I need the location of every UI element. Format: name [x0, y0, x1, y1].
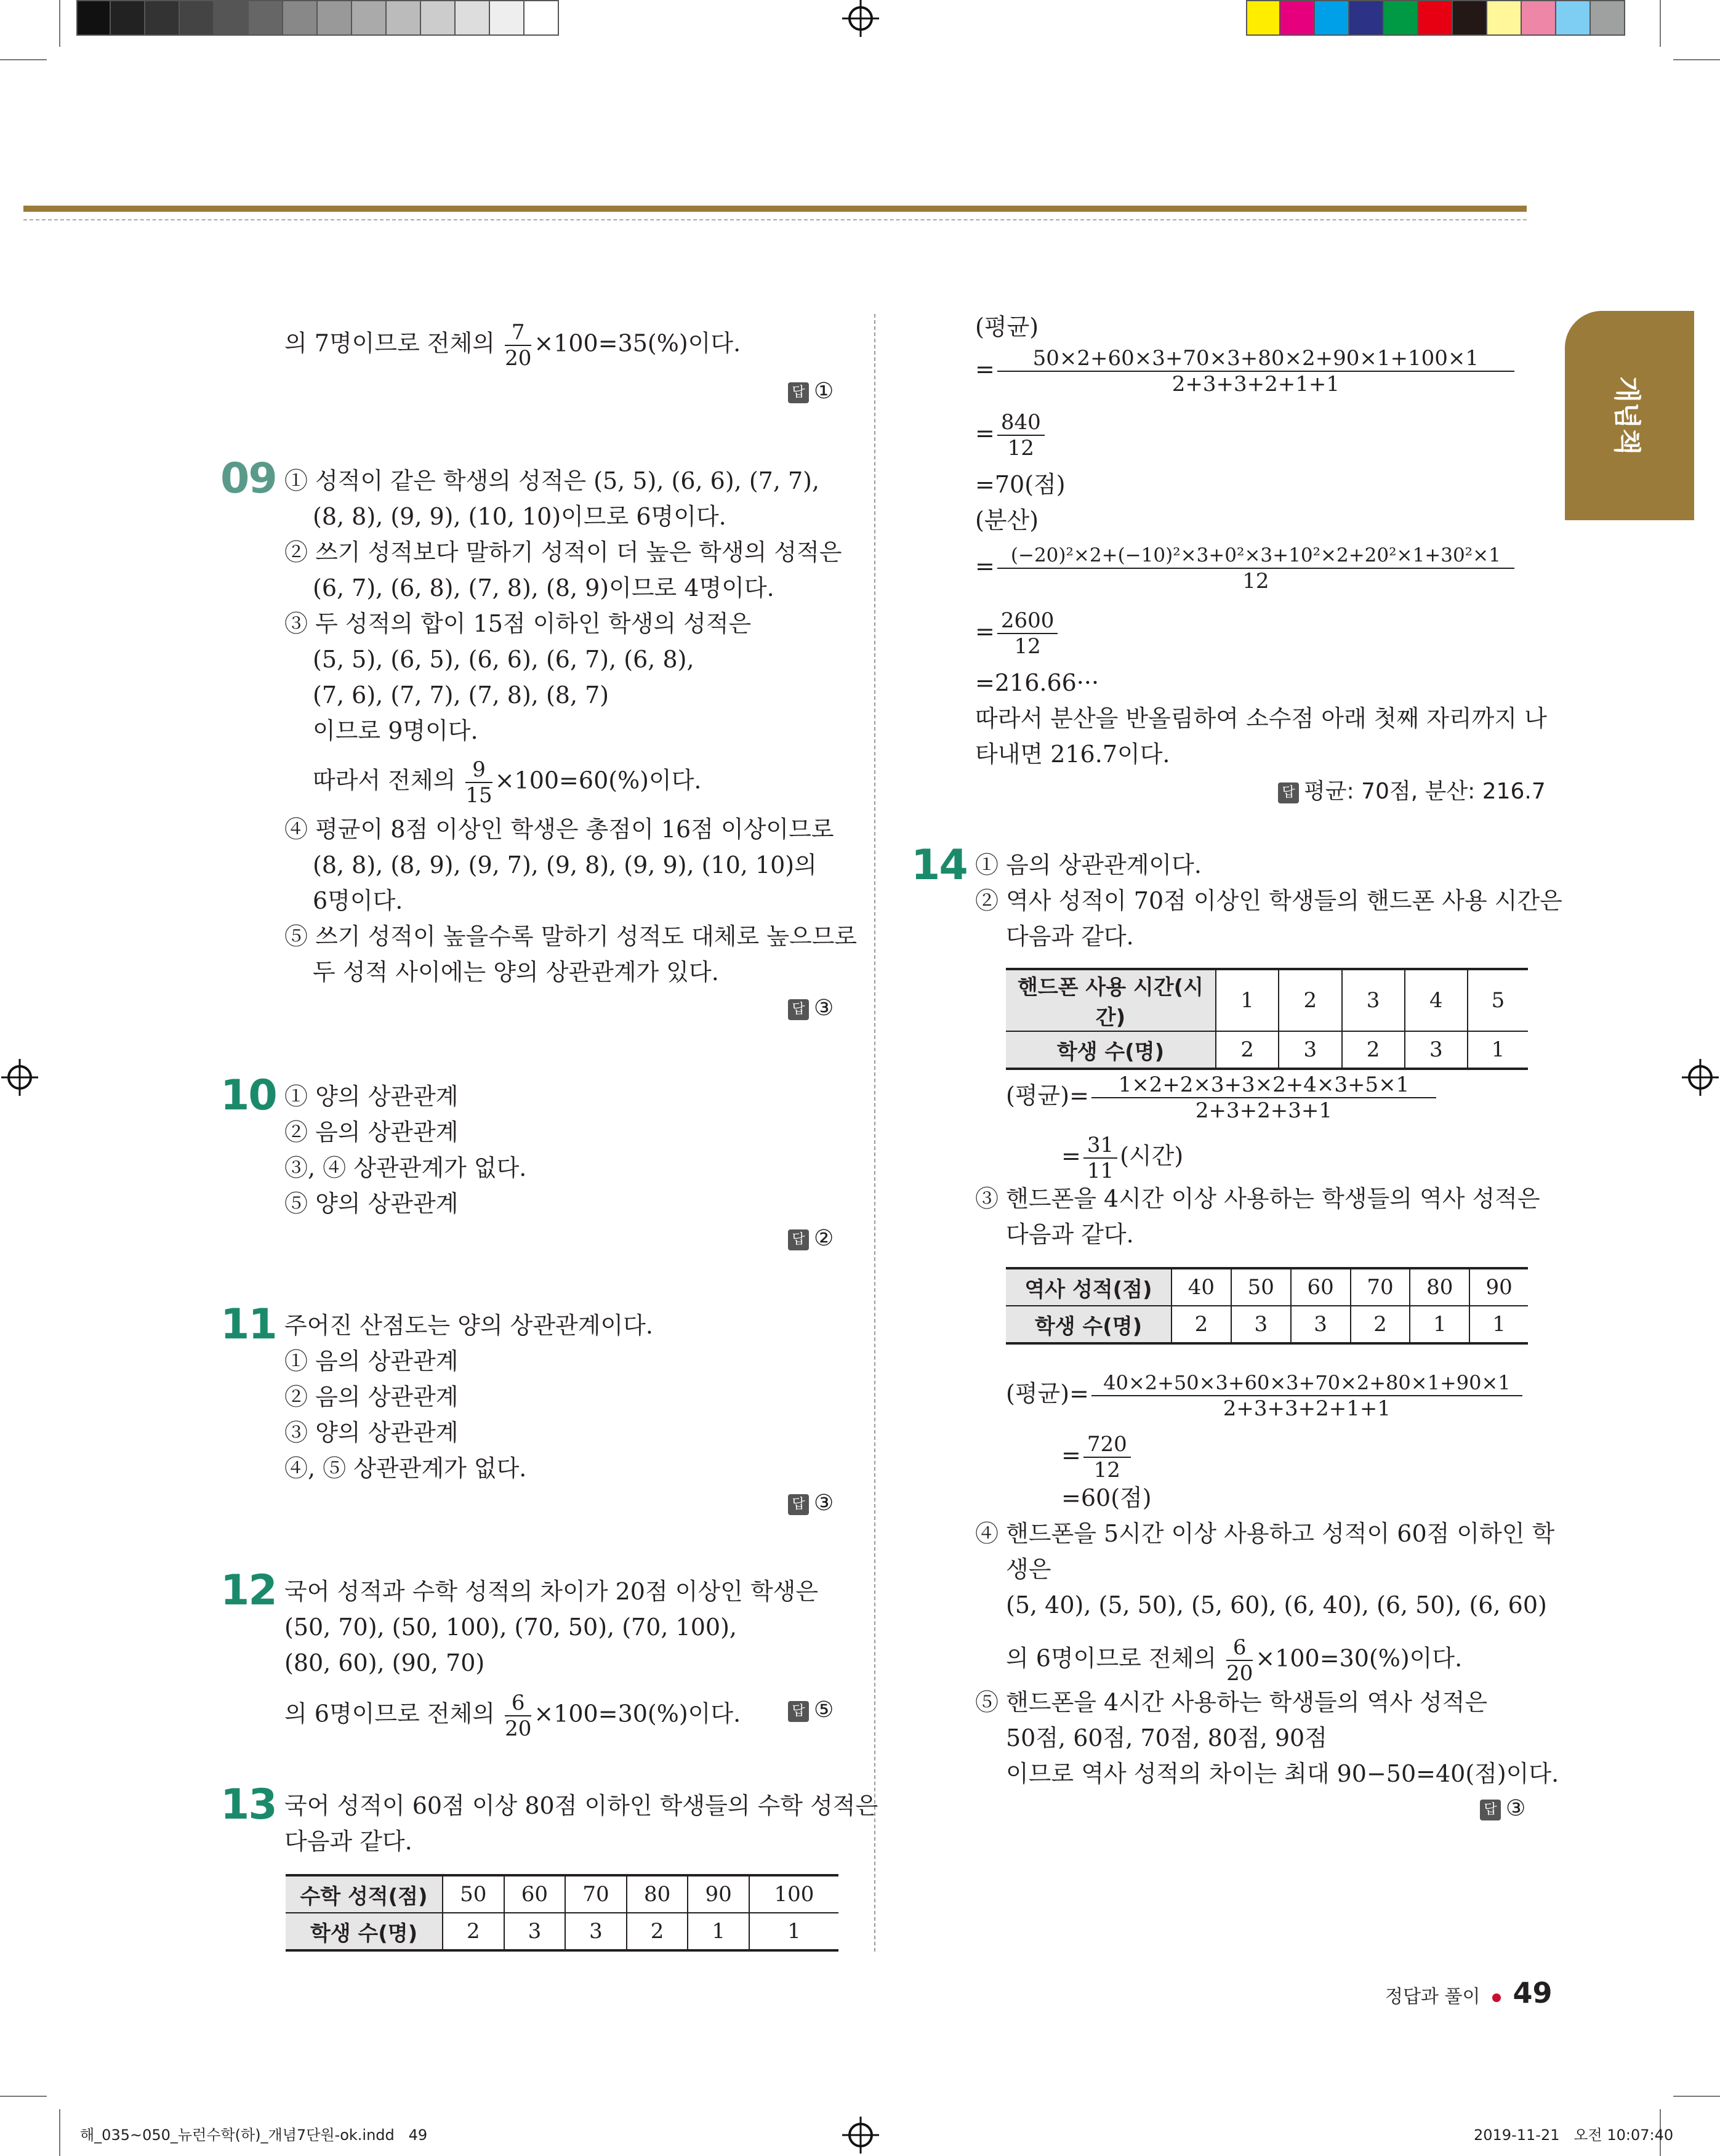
text-line: ④ 평균이 8점 이상인 학생은 총점이 16점 이상이므로 — [284, 816, 834, 843]
text-line: ③ 핸드폰을 4시간 이상 사용하는 학생들의 역사 성적은 — [975, 1185, 1540, 1212]
variance-equation: = $\frac{\text{(−20)²×2+(−10)²×3+0²×3+10²×2+20²×1+30²×1}}{12}$ — [975, 543, 1517, 593]
color-swatch — [1280, 0, 1315, 36]
table-cell: 70 — [565, 1875, 627, 1913]
crop-mark — [1673, 59, 1720, 60]
history-score-table — [1006, 1267, 1528, 1345]
phone-time-table — [1006, 968, 1528, 1070]
color-swatch — [1591, 0, 1625, 36]
text-line: 두 성적 사이에는 양의 상관관계가 있다. — [313, 959, 719, 986]
table-cell: 90 — [1469, 1268, 1528, 1306]
conclusion-line: 따라서 분산을 반올림하여 소수점 아래 첫째 자리까지 나 — [975, 705, 1547, 732]
crop-mark — [59, 2109, 60, 2156]
answer-marker: 답 ③ — [788, 994, 834, 1023]
slug-filename: 해_035~050_뉴런수학(하)_개념7단원-ok.indd 49 — [80, 2126, 428, 2144]
color-swatch — [111, 0, 145, 36]
color-swatch — [1315, 0, 1349, 36]
table-header-cell: 학생 수(명) — [1006, 1306, 1171, 1343]
table-cell: 3 — [1231, 1306, 1291, 1343]
table-cell: 40 — [1171, 1268, 1231, 1306]
color-swatch — [214, 0, 249, 36]
table-cell: 80 — [627, 1875, 688, 1913]
crop-mark — [1673, 2096, 1720, 2097]
color-swatch — [456, 0, 490, 36]
table-cell: 80 — [1410, 1268, 1469, 1306]
color-swatch — [249, 0, 283, 36]
table-cell: 2 — [1216, 1031, 1279, 1069]
text-line: ① 양의 상관관계 — [284, 1083, 459, 1110]
registration-mark-icon — [848, 2123, 873, 2147]
text-line: ① 음의 상관관계이다. — [975, 851, 1202, 879]
table-cell: 1 — [1468, 1031, 1528, 1069]
question-number: 11 — [220, 1300, 276, 1349]
text-line: 6명이다. — [313, 887, 403, 914]
mean2-equation: (평균)= $\frac{40\times 2+50\times 3+60\times 3+70\times 2+80\times 1+90\times 1}{2+3+3+2+1+1}$ — [1006, 1370, 1525, 1421]
table-cell: 60 — [504, 1875, 566, 1913]
grayscale-color-bar — [76, 0, 559, 36]
color-swatch — [421, 0, 456, 36]
header-dashed-rule — [23, 219, 1527, 220]
text-line: ① 음의 상관관계 — [284, 1348, 459, 1375]
text-line: 다음과 같다. — [284, 1828, 412, 1855]
variance-equation-2: = $\frac{2600}{12}$ — [975, 608, 1060, 659]
mean-equation: = $\frac{50\times 2+60\times 3+70\times 3+80\times 2+90\times 1+100\times 1}{2+3+3+2+1+1}$ — [975, 346, 1517, 396]
answer-marker: 답 ③ — [788, 1489, 834, 1518]
table-cell: 3 — [1342, 969, 1405, 1031]
table-cell: 2 — [1279, 969, 1341, 1031]
text-line: ④, ⑤ 상관관계가 없다. — [284, 1455, 527, 1482]
variance-result: =216.66··· — [975, 669, 1099, 696]
answer-badge-icon: 답 — [1278, 782, 1299, 803]
fraction: $\frac{7}{20}$ — [505, 320, 532, 371]
answer-marker: 답 평균: 70점, 분산: 216.7 — [1278, 777, 1546, 806]
mean1-equation: (평균)= $\frac{1\times 2+2\times 3+3\times 2+4\times 3+5\times 1}{2+3+2+3+1}$ — [1006, 1072, 1439, 1123]
registration-mark-icon — [1688, 1065, 1713, 1090]
registration-mark-icon — [7, 1065, 32, 1090]
text-line: (50, 70), (50, 100), (70, 50), (70, 100), — [284, 1614, 737, 1641]
table-cell: 2 — [1342, 1031, 1405, 1069]
text-line: ④ 핸드폰을 5시간 이상 사용하고 성적이 60점 이하인 학 — [975, 1520, 1555, 1547]
bullet-icon — [1492, 1993, 1501, 2002]
table-cell: 5 — [1468, 969, 1528, 1031]
fraction: $\frac{720}{12}$ — [1083, 1432, 1131, 1482]
text-line: 다음과 같다. — [1006, 1221, 1134, 1248]
table-cell: 3 — [1279, 1031, 1341, 1069]
answer-badge-icon: 답 — [1480, 1800, 1501, 1820]
text-line: ⑤ 쓰기 성적이 높을수록 말하기 성적도 대체로 높으므로 — [284, 923, 858, 950]
text-line: ① 성적이 같은 학생의 성적은 (5, 5), (6, 6), (7, 7), — [284, 467, 820, 494]
text-line: (5, 40), (5, 50), (5, 60), (6, 40), (6, 50), (6, 60) — [1006, 1591, 1547, 1619]
mean2-result: =60(점) — [1061, 1484, 1152, 1511]
color-swatch — [1522, 0, 1556, 36]
mean2-equation-2: = $\frac{720}{12}$ — [1061, 1432, 1133, 1482]
table-cell: 2 — [1351, 1306, 1410, 1343]
fraction: $\frac{50\times 2+60\times 3+70\times 3+80\times 2+90\times 1+100\times 1}{2+3+3+2+1+1}$ — [997, 346, 1514, 396]
fraction: $\frac{840}{12}$ — [997, 410, 1045, 461]
fraction: $\frac{31}{11}$ — [1083, 1133, 1117, 1183]
crop-mark — [1660, 0, 1661, 47]
side-tab-label: 개념책 — [1611, 376, 1642, 455]
table-cell: 50 — [1231, 1268, 1291, 1306]
text-line: 이므로 역사 성적의 차이는 최대 90−50=40(점)이다. — [1006, 1760, 1559, 1787]
answer-marker: 답 ⑤ — [788, 1695, 834, 1725]
table-cell: 60 — [1291, 1268, 1351, 1306]
color-swatch — [180, 0, 214, 36]
question-number: 09 — [220, 454, 276, 503]
table-cell: 70 — [1351, 1268, 1410, 1306]
page-number: 49 — [1513, 1976, 1553, 2009]
table-cell: 1 — [1469, 1306, 1528, 1343]
color-swatch — [490, 0, 524, 36]
text-line: (7, 6), (7, 7), (7, 8), (8, 7) — [313, 682, 609, 709]
text-line: ② 음의 상관관계 — [284, 1119, 459, 1146]
text-line: (5, 5), (6, 5), (6, 6), (6, 7), (6, 8), — [313, 646, 694, 673]
answer-marker: 답 ③ — [1480, 1794, 1525, 1824]
color-swatch — [1418, 0, 1453, 36]
table-header-cell: 수학 성적(점) — [286, 1875, 443, 1913]
q09-fraction-line: 따라서 전체의 $\frac{9}{15}$ ×100=60(%)이다. — [313, 757, 702, 808]
fraction: $\frac{40\times 2+50\times 3+60\times 3+70\times 2+80\times 1+90\times 1}{2+3+3+2+1+1}$ — [1091, 1370, 1522, 1421]
table-cell: 3 — [565, 1913, 627, 1950]
page-footer — [1385, 1976, 1553, 2014]
side-tab — [1565, 311, 1694, 520]
table-cell: 1 — [1410, 1306, 1469, 1343]
registration-mark-icon — [848, 6, 873, 31]
text-line: 주어진 산점도는 양의 상관관계이다. — [284, 1312, 653, 1339]
table-cell: 90 — [688, 1875, 749, 1913]
answer-marker: 답 ② — [788, 1224, 834, 1253]
slug-date: 2019-11-21 오전 10:07:40 — [1474, 2126, 1674, 2144]
text-line: ② 음의 상관관계 — [284, 1383, 459, 1410]
text-line: 이므로 9명이다. — [313, 717, 478, 744]
fraction: $\frac{6}{20}$ — [505, 1691, 532, 1741]
fraction: $\frac{\text{(−20)²×2+(−10)²×3+0²×3+10²×2+20²×1+30²×1}}{12}$ — [997, 543, 1514, 593]
text-line: 다음과 같다. — [1006, 923, 1134, 950]
table-cell: 1 — [688, 1913, 749, 1950]
text-line: ② 역사 성적이 70점 이상인 학생들의 핸드폰 사용 시간은 — [975, 887, 1562, 914]
mean-equation-2: = $\frac{840}{12}$ — [975, 410, 1047, 461]
color-swatch — [318, 0, 352, 36]
question-number: 10 — [220, 1071, 276, 1120]
crop-mark — [0, 59, 47, 60]
table-header-cell: 학생 수(명) — [286, 1913, 443, 1950]
table-cell: 1 — [1216, 969, 1279, 1031]
color-swatch — [1384, 0, 1418, 36]
table-header-cell: 학생 수(명) — [1006, 1031, 1216, 1069]
color-swatch — [76, 0, 111, 36]
table-cell: 1 — [749, 1913, 838, 1950]
fraction: $\frac{1\times 2+2\times 3+3\times 2+4\times 3+5\times 1}{2+3+2+3+1}$ — [1091, 1072, 1436, 1123]
text-line: 국어 성적이 60점 이상 80점 이하인 학생들의 수학 성적은 — [284, 1792, 878, 1819]
q14-fraction-line: 의 6명이므로 전체의 $\frac{6}{20}$ ×100=30(%)이다. — [1006, 1635, 1463, 1686]
crop-mark — [0, 2096, 47, 2097]
color-swatch — [1487, 0, 1522, 36]
color-swatch — [145, 0, 180, 36]
table-cell: 2 — [443, 1913, 504, 1950]
answer-badge-icon: 답 — [788, 382, 809, 403]
table-cell: 3 — [1291, 1306, 1351, 1343]
question-number: 12 — [220, 1566, 276, 1615]
table-cell: 2 — [1171, 1306, 1231, 1343]
text-line: ⑤ 핸드폰을 4시간 사용하는 학생들의 역사 성적은 — [975, 1689, 1488, 1716]
text-line: (8, 8), (8, 9), (9, 7), (9, 8), (9, 9), (10, 10)의 — [313, 851, 817, 879]
text-line: (80, 60), (90, 70) — [284, 1649, 485, 1676]
text-line: ③, ④ 상관관계가 없다. — [284, 1154, 527, 1181]
fraction: $\frac{2600}{12}$ — [997, 608, 1058, 659]
color-swatch — [387, 0, 421, 36]
text-line: 50점, 60점, 70점, 80점, 90점 — [1006, 1724, 1327, 1752]
table-header-cell: 핸드폰 사용 시간(시간) — [1006, 969, 1216, 1031]
footer-label: 정답과 풀이 — [1385, 1986, 1481, 2008]
mean-label: (평균) — [975, 313, 1039, 340]
color-swatch — [283, 0, 318, 36]
text-line: ③ 양의 상관관계 — [284, 1419, 459, 1446]
math-score-table — [286, 1874, 838, 1952]
color-swatch — [524, 0, 559, 36]
text-line: (8, 8), (9, 9), (10, 10)이므로 6명이다. — [313, 503, 726, 530]
color-swatch — [1453, 0, 1487, 36]
mean1-result: = $\frac{31}{11}$ (시간) — [1061, 1133, 1184, 1183]
answer-badge-icon: 답 — [788, 1494, 809, 1515]
color-swatch — [1349, 0, 1384, 36]
color-swatch — [1556, 0, 1591, 36]
text-line: (6, 7), (6, 8), (7, 8), (8, 9)이므로 4명이다. — [313, 574, 774, 601]
table-cell: 3 — [504, 1913, 566, 1950]
column-divider — [874, 314, 875, 1952]
intro-line: 의 7명이므로 전체의 $\frac{7}{20}$ ×100=35(%)이다. — [284, 320, 741, 371]
table-cell: 2 — [627, 1913, 688, 1950]
answer-badge-icon: 답 — [788, 999, 809, 1020]
answer-badge-icon: 답 — [788, 1701, 809, 1722]
answer-marker: 답 ① — [788, 377, 834, 406]
table-cell: 50 — [443, 1875, 504, 1913]
table-header-cell: 역사 성적(점) — [1006, 1268, 1171, 1306]
crop-mark — [59, 0, 60, 47]
fraction: $\frac{6}{20}$ — [1226, 1635, 1253, 1686]
variance-label: (분산) — [975, 507, 1039, 534]
table-cell: 4 — [1405, 969, 1468, 1031]
question-number: 14 — [911, 841, 967, 890]
table-cell: 100 — [749, 1875, 838, 1913]
text-line: 국어 성적과 수학 성적의 차이가 20점 이상인 학생은 — [284, 1578, 819, 1605]
table-cell: 3 — [1405, 1031, 1468, 1069]
text-line: ③ 두 성적의 합이 15점 이하인 학생의 성적은 — [284, 610, 752, 637]
color-swatch — [1246, 0, 1280, 36]
fraction: $\frac{9}{15}$ — [465, 757, 492, 808]
q12-fraction-line: 의 6명이므로 전체의 $\frac{6}{20}$ ×100=30(%)이다. — [284, 1691, 741, 1741]
text-line: ② 쓰기 성적보다 말하기 성적이 더 높은 학생의 성적은 — [284, 539, 842, 566]
answer-badge-icon: 답 — [788, 1229, 809, 1250]
text-line: ⑤ 양의 상관관계 — [284, 1190, 459, 1217]
color-swatch — [352, 0, 387, 36]
mean-result: =70(점) — [975, 471, 1066, 498]
question-number: 13 — [220, 1780, 276, 1829]
text-line: 생은 — [1006, 1556, 1051, 1583]
cmyk-color-bar — [1246, 0, 1625, 36]
header-rule — [23, 206, 1527, 212]
conclusion-line: 타내면 216.7이다. — [975, 741, 1170, 768]
